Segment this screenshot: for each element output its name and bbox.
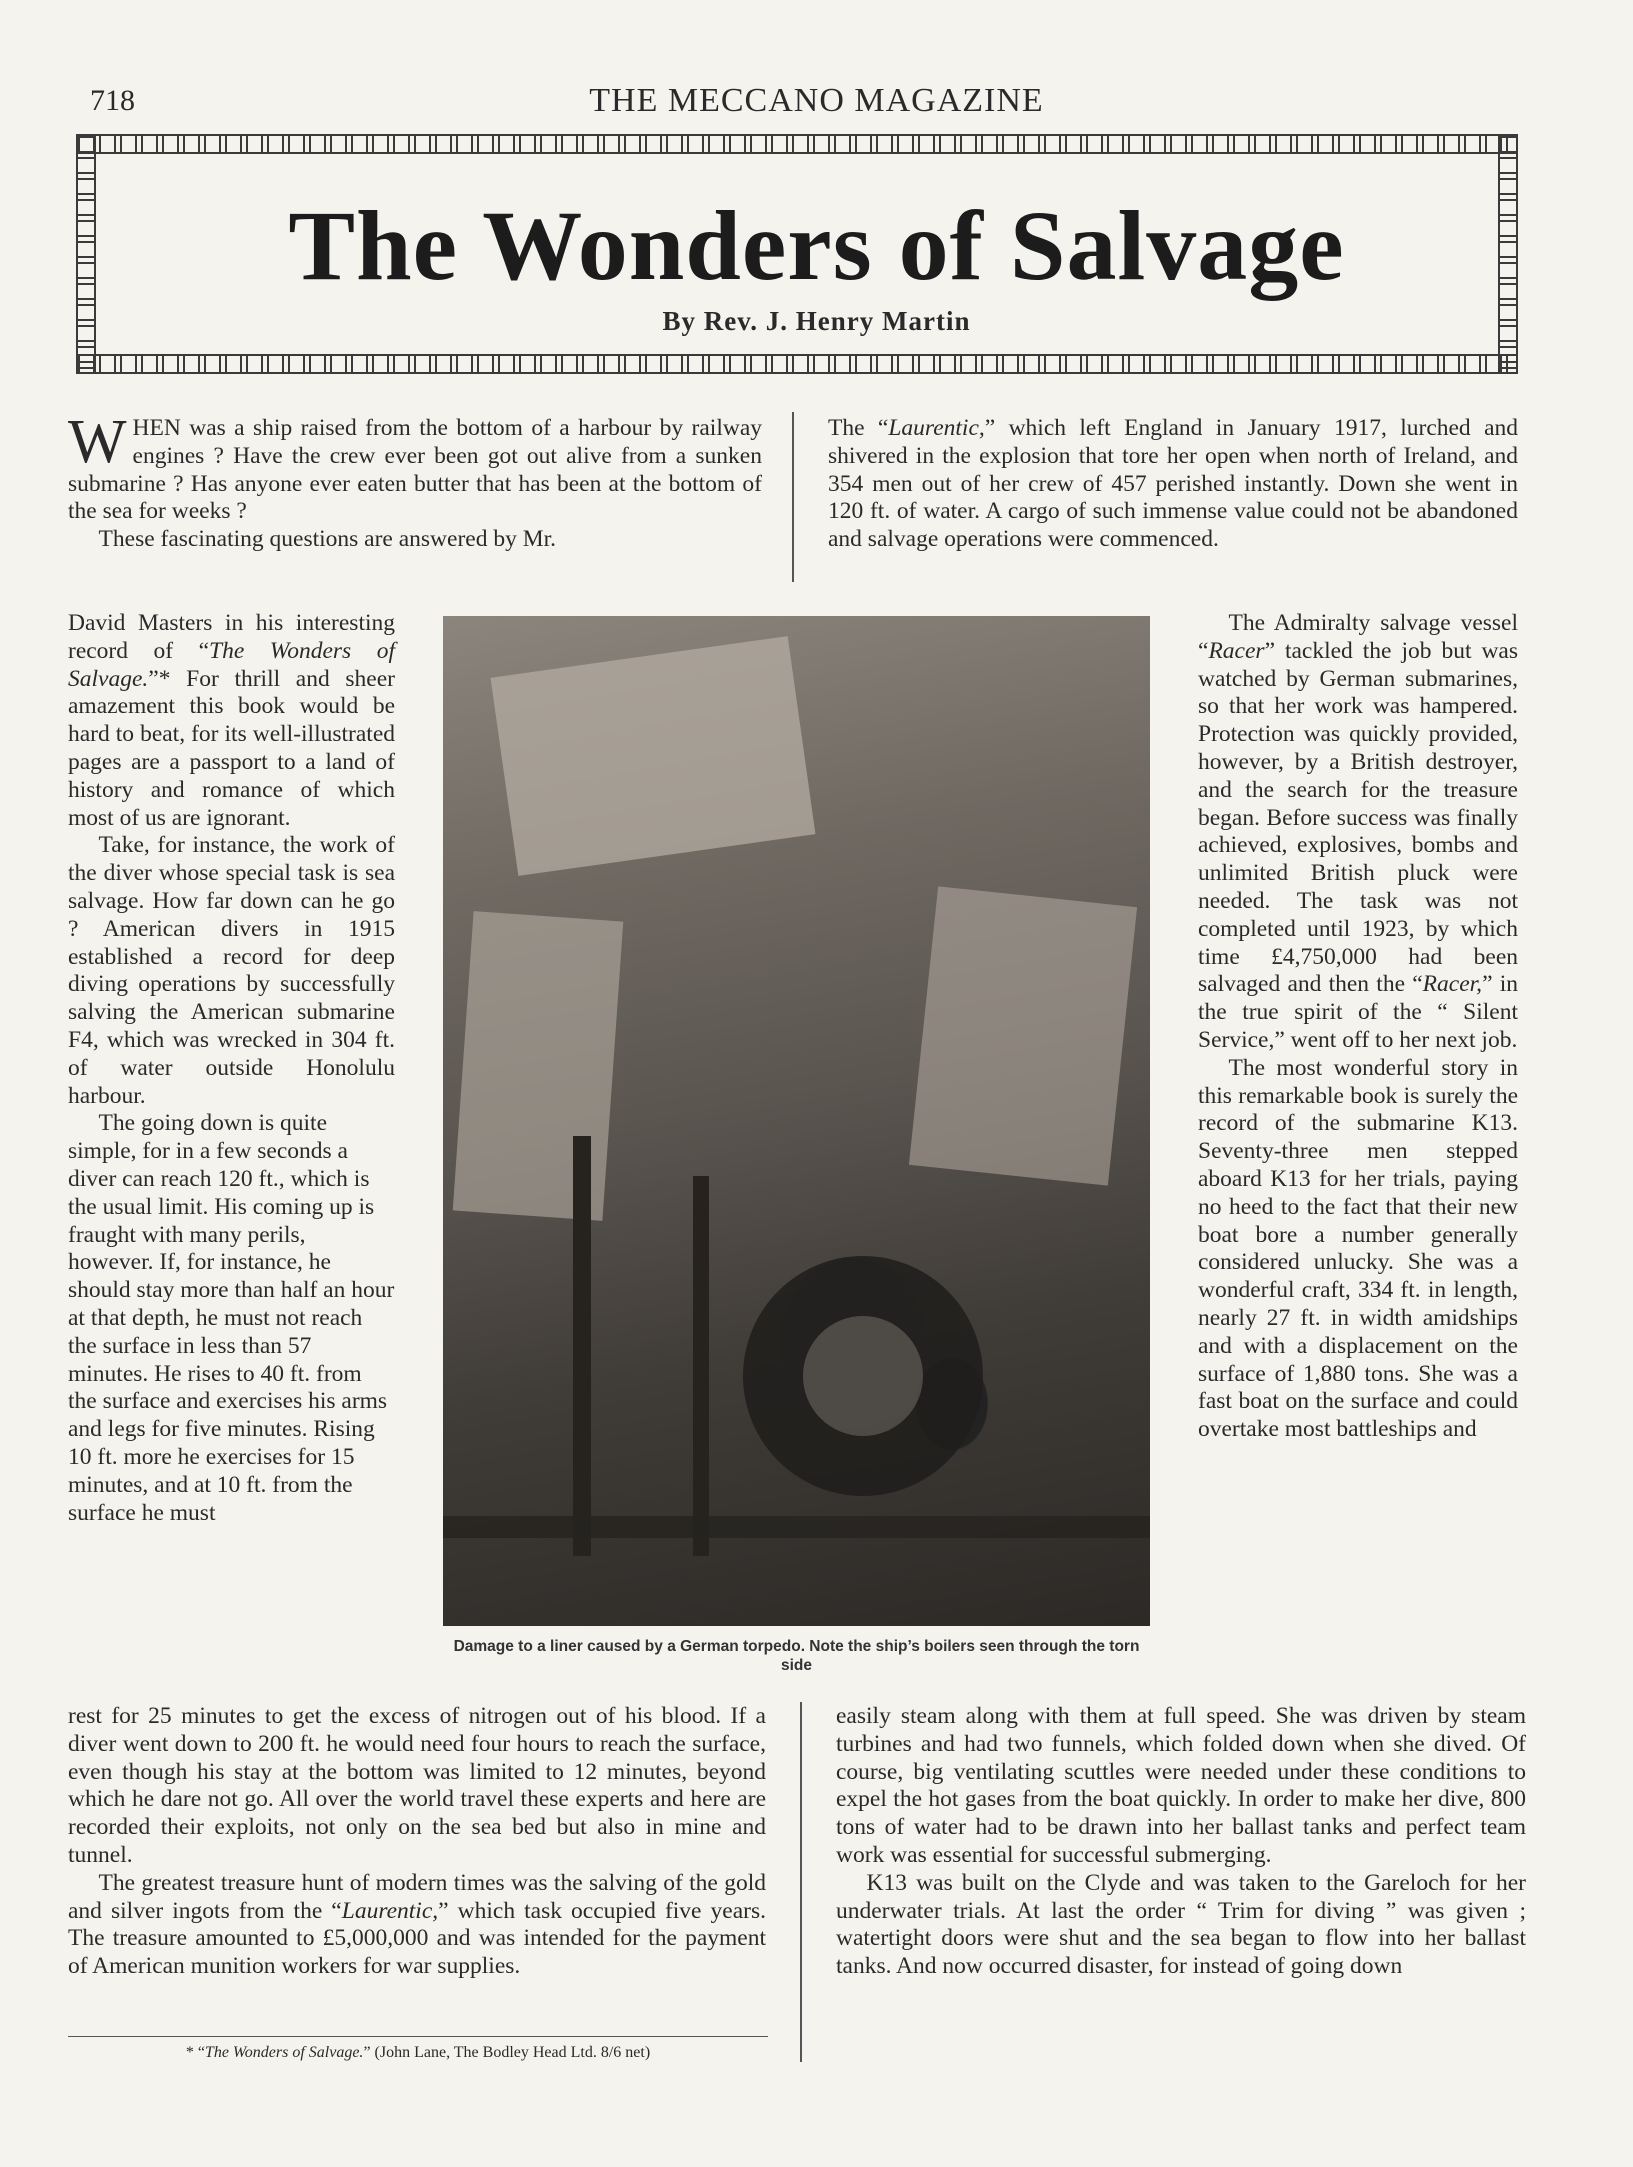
footnote-rule xyxy=(68,2036,768,2037)
col2-bottom-p2: K13 was built on the Clyde and was taken to the Gareloch for her underwater trials. At last the order “ Trim for diving ” was given ; watertight doors were shut and the sea began to flow into her ballast tanks. And now occurred disaster, for instead of going down xyxy=(836,1869,1526,1980)
col2-bottom xyxy=(836,1703,1526,1981)
ship-name: Laurentic, xyxy=(341,1897,439,1924)
col1-top xyxy=(68,408,762,554)
col2-bottom-p1: easily steam along with them at full speed. She was driven by steam turbines and had two funnels, which folded down when she dived. Of course, big ventilating scuttles were needed under these conditions to expel the hot gases from the boat quickly. In order to make her dive, 800 tons of water had to be drawn into her ballast tanks and perfect team work was essential for successful submerging. xyxy=(836,1703,1526,1868)
col1-bottom-p2-a: The greatest treasure hunt of modern times was the salving of the gold and silver ingots from the “ xyxy=(68,1869,766,1924)
col1-narrow-p4: The going down is quite simple, for in a few seconds a diver can reach 120 ft., which is the usual limit. His coming up is fraught with many perils, however. If, for instance, he should stay more than half an hour at that depth, he must not reach the surface in less than 57 minutes. He rises to 40 ft. from the surface and exercises his arms and legs for five minutes. Rising 10 ft. more he exercises for 15 minutes, and at 10 ft. from the surface he must xyxy=(68,1110,395,1526)
column-rule-top xyxy=(792,412,794,582)
vessel-name: Racer, xyxy=(1422,971,1483,998)
col2-narrow-b: ” tackled the job but was watched by German submarines, so that her work was hampered. Protection was quickly provided, however, by a British destroyer, and the search for the treasure began. Before success was finally achieved, explosives, bombs and unlimited British pluck were needed. The task was not completed until 1923, by which time £4,750,000 had been salvaged and then the “ xyxy=(1198,637,1518,998)
photo-caption: Damage to a liner caused by a German torpedo. Note the ship’s boilers seen through the torn side xyxy=(453,1638,1140,1674)
vessel-name: Racer xyxy=(1208,637,1265,664)
footnote-marker: * “ xyxy=(185,2044,205,2061)
byline: By Rev. J. Henry Martin xyxy=(662,306,971,336)
footnote xyxy=(68,2044,768,2062)
col2-narrow xyxy=(1198,610,1518,1444)
col2-top-b: ” which left England in January 1917, lurched and shivered in the explosion that tore her open when north of Ireland, and 354 men out of her crew of 457 perished instantly. Down she went in 120 ft. of water. A cargo of such immense value could not be abandoned and salvage operations were commenced. xyxy=(828,415,1518,553)
col1-bottom xyxy=(68,1703,766,1981)
col2-top-a: The “ xyxy=(828,415,889,441)
col2-narrow-c: ” in the true spirit of the “ Silent Service,” went off to her next job. xyxy=(1198,971,1519,1053)
dropcap: W xyxy=(68,408,127,476)
ship-name: Laurentic, xyxy=(888,415,985,441)
col1-narrow-a: David Masters in his interesting record of “ xyxy=(68,610,395,664)
page-number: 718 xyxy=(90,84,135,117)
col1-p2-lead: These fascinating questions are answered by Mr. xyxy=(98,526,557,553)
torpedo-damage-photo xyxy=(443,616,1150,1626)
col1-narrow xyxy=(68,610,395,1527)
col2-narrow-p3: The most wonderful story in this remarkable book is surely the record of the submarine K13. Seventy-three men stepped aboard K13 for her trials, paying no heed to the fact that their new boat bore a number generally considered unlucky. She was a wonderful craft, 334 ft. in length, nearly 27 ft. in width amidships and with a displacement on the surface of 1,880 tons. She was a fast boat on the surface and could overtake most battleships and xyxy=(1198,1054,1518,1443)
column-rule-bottom xyxy=(800,1702,802,2062)
magazine-title: THE MECCANO MAGAZINE xyxy=(589,82,1044,119)
col2-narrow-a: The Admiralty salvage vessel “ xyxy=(1198,610,1518,664)
col1-top-text: HEN was a ship raised from the bottom of a harbour by railway engines ? Have the crew ever been got out alive from a sunken submarine ? Has anyone ever eaten butter that has been at the bottom of the sea for weeks ? xyxy=(68,415,762,525)
footnote-book: The Wonders of Salvage. xyxy=(204,2044,364,2061)
col2-top xyxy=(828,415,1518,554)
col1-narrow-b: ”* For thrill and sheer amazement this book would be hard to beat, for its well-illustrated pages are a passport to a land of history and romance of which most of us are ignorant. xyxy=(68,665,395,831)
footnote-rest: ” (John Lane, The Bodley Head Ltd. 8/6 net) xyxy=(363,2044,651,2061)
col1-bottom-p1: rest for 25 minutes to get the excess of nitrogen out of his blood. If a diver went down to 200 ft. he would need four hours to reach the surface, even though his stay at the bottom was limited to 12 minutes, beyond which he dare not go. All over the world travel these experts and here are recorded their exploits, not only on the sea bed but also in mine and tunnel. xyxy=(68,1703,766,1868)
book-title: The Wonders of Salvage. xyxy=(68,637,395,692)
article-title: The Wonders of Salvage xyxy=(288,190,1345,301)
col1-bottom-p2-b: ” which task occupied five years. The treasure amounted to £5,000,000 and was intended for the payment of American munition workers for war supplies. xyxy=(68,1897,766,1980)
col1-narrow-p3: Take, for instance, the work of the diver whose special task is sea salvage. How far down can he go ? American divers in 1915 established a record for deep diving operations by successfully salving the American submarine F4, which was wrecked in 304 ft. of water outside Honolulu harbour. xyxy=(68,832,395,1109)
